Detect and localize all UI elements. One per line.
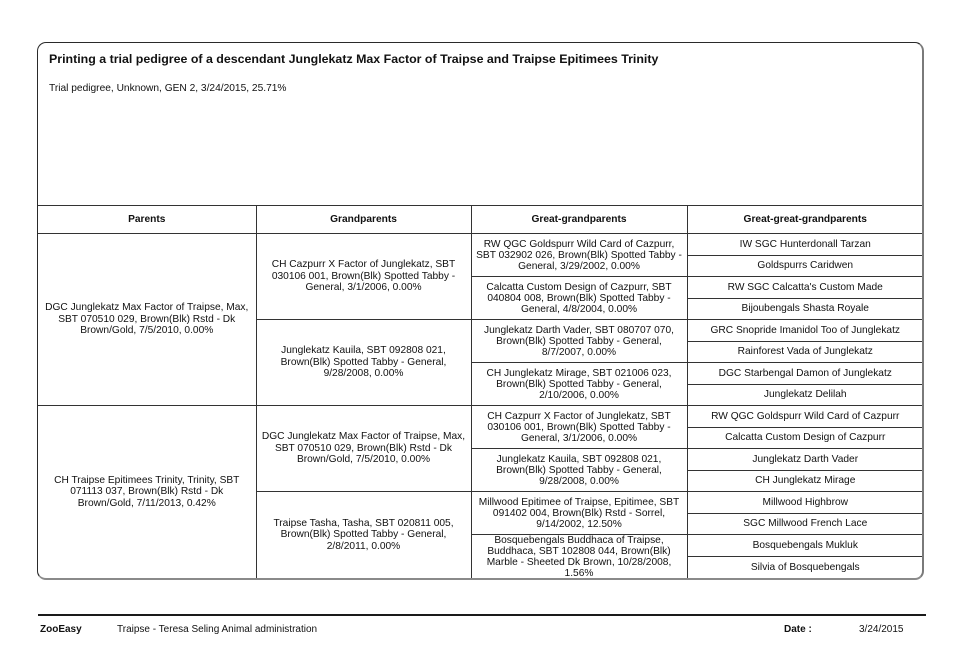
great-grandparent-cell: Junglekatz Darth Vader, SBT 080707 070, Brown(Blk) Spotted Tabby - General, 8/7/2007, 0.00% [471,320,687,363]
parent-cell-sire: DGC Junglekatz Max Factor of Traipse, Max, SBT 070510 029, Brown(Blk) Rstd - Dk Brown/Gold, 7/5/2010, 0.00% [38,234,256,406]
great-great-grandparent-cell: GRC Snopride Imanidol Too of Junglekatz [687,320,923,342]
footer-date-label: Date : [784,624,812,635]
great-grandparent-cell [471,535,687,579]
great-great-grandparent-cell: Calcatta Custom Design of Cazpurr [687,427,923,449]
great-grandparent-cell: CH Junglekatz Mirage, SBT 021006 023, Brown(Blk) Spotted Tabby - General, 2/10/2006, 0.00% [471,363,687,406]
great-great-grandparent-cell: Goldspurrs Caridwen [687,255,923,277]
great-great-grandparent-cell: RW QGC Goldspurr Wild Card of Cazpurr [687,406,923,428]
great-great-grandparent-cell: RW SGC Calcatta's Custom Made [687,277,923,299]
great-grandparent-cell: Junglekatz Kauila, SBT 092808 021, Brown(Blk) Spotted Tabby - General, 9/28/2008, 0.00% [471,449,687,492]
great-grandparent-text: Bosquebengals Buddhaca of Traipse, Buddhaca, SBT 102808 044, Brown(Blk) Marble - Sheeted Dk Brown, 10/28/2008, 1.56% [486,535,672,578]
great-great-grandparent-cell: Junglekatz Delilah [687,384,923,406]
footer-date: 3/24/2015 [859,624,904,635]
table-row [38,406,923,428]
great-great-grandparent-cell: Bijoubengals Shasta Royale [687,298,923,320]
grandparent-cell: Traipse Tasha, Tasha, SBT 020811 005, Brown(Blk) Spotted Tabby - General, 2/8/2011, 0.00% [256,492,471,579]
great-grandparent-cell: CH Cazpurr X Factor of Junglekatz, SBT 030106 001, Brown(Blk) Spotted Tabby - General, 3/1/2006, 0.00% [471,406,687,449]
pedigree-table [38,205,923,579]
great-great-grandparent-cell: CH Junglekatz Mirage [687,470,923,492]
column-header-great-great-grandparents: Great-great-grandparents [687,206,923,234]
great-great-grandparent-cell: Millwood Highbrow [687,492,923,514]
footer-app-name: ZooEasy [40,624,82,635]
grandparent-cell: DGC Junglekatz Max Factor of Traipse, Max, SBT 070510 029, Brown(Blk) Rstd - Dk Brown/Gold, 7/5/2010, 0.00% [256,406,471,492]
great-grandparent-cell: Calcatta Custom Design of Cazpurr, SBT 040804 008, Brown(Blk) Spotted Tabby - General, 4/8/2004, 0.00% [471,277,687,320]
table-header-row [38,206,923,234]
parent-cell-dam: CH Traipse Epitimees Trinity, Trinity, SBT 071113 037, Brown(Blk) Rstd - Dk Brown/Gold, 7/11/2013, 0.42% [38,406,256,579]
great-great-grandparent-cell: Junglekatz Darth Vader [687,449,923,471]
column-header-grandparents: Grandparents [256,206,471,234]
column-header-parents: Parents [38,206,256,234]
great-great-grandparent-cell: Bosquebengals Mukluk [687,535,923,557]
great-grandparent-cell: Millwood Epitimee of Traipse, Epitimee, SBT 091402 004, Brown(Blk) Rstd - Sorrel, 9/14/2002, 12.50% [471,492,687,535]
column-header-great-grandparents: Great-grandparents [471,206,687,234]
great-great-grandparent-cell: SGC Millwood French Lace [687,513,923,535]
great-great-grandparent-cell: DGC Starbengal Damon of Junglekatz [687,363,923,385]
grandparent-cell: CH Cazpurr X Factor of Junglekatz, SBT 030106 001, Brown(Blk) Spotted Tabby - General, 3/1/2006, 0.00% [256,234,471,320]
footer-divider [38,614,926,616]
great-great-grandparent-cell: Silvia of Bosquebengals [687,557,923,579]
pedigree-document [37,42,924,580]
document-title: Printing a trial pedigree of a descendant Junglekatz Max Factor of Traipse and Traipse Epitimees Trinity [49,52,659,66]
great-great-grandparent-cell: Rainforest Vada of Junglekatz [687,341,923,363]
grandparent-cell: Junglekatz Kauila, SBT 092808 021, Brown(Blk) Spotted Tabby - General, 9/28/2008, 0.00% [256,320,471,406]
table-row [38,234,923,256]
great-great-grandparent-cell: IW SGC Hunterdonall Tarzan [687,234,923,256]
great-grandparent-cell: RW QGC Goldspurr Wild Card of Cazpurr, SBT 032902 026, Brown(Blk) Spotted Tabby - General, 3/29/2002, 0.00% [471,234,687,277]
document-subtitle: Trial pedigree, Unknown, GEN 2, 3/24/2015, 25.71% [49,83,287,94]
footer-organization: Traipse - Teresa Seling Animal administration [117,624,318,635]
